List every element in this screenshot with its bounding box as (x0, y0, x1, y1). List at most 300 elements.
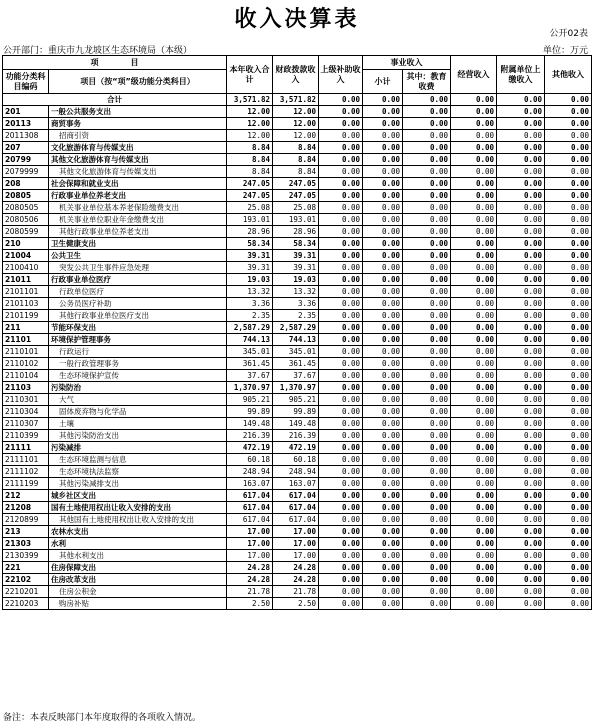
table-row (3, 418, 592, 430)
row-value: 0.00 (403, 322, 451, 334)
row-code: 2210201 (3, 586, 49, 598)
row-code: 2110399 (3, 430, 49, 442)
row-value: 0.00 (545, 598, 592, 610)
row-value: 0.00 (545, 466, 592, 478)
row-value: 0.00 (451, 514, 497, 526)
row-value: 247.05 (227, 190, 273, 202)
row-value: 0.00 (319, 370, 363, 382)
row-value: 0.00 (545, 334, 592, 346)
row-value: 0.00 (545, 142, 592, 154)
row-value: 0.00 (545, 502, 592, 514)
row-value: 0.00 (363, 526, 403, 538)
row-code: 21208 (3, 502, 49, 514)
header-affiliated: 附属单位上缴收入 (497, 56, 545, 94)
row-name: 公务员医疗补助 (49, 298, 227, 310)
row-name: 其他文化旅游体育与传媒支出 (49, 166, 227, 178)
table-row (3, 250, 592, 262)
row-value: 0.00 (497, 514, 545, 526)
row-value: 0.00 (451, 586, 497, 598)
row-value: 0.00 (545, 418, 592, 430)
row-value: 0.00 (319, 442, 363, 454)
row-value: 0.00 (497, 478, 545, 490)
row-value: 905.21 (273, 394, 319, 406)
row-value: 0.00 (363, 250, 403, 262)
row-value: 0.00 (451, 490, 497, 502)
table-row (3, 190, 592, 202)
row-value: 0.00 (545, 382, 592, 394)
row-value: 0.00 (403, 418, 451, 430)
row-name: 行政事业单位医疗 (49, 274, 227, 286)
row-value: 0.00 (545, 586, 592, 598)
row-value: 0.00 (319, 466, 363, 478)
row-name: 行政单位医疗 (49, 286, 227, 298)
table-row (3, 166, 592, 178)
row-code: 201 (3, 106, 49, 118)
row-value: 0.00 (497, 598, 545, 610)
row-code: 21101 (3, 334, 49, 346)
header-business: 事业收入 (363, 56, 451, 70)
row-name: 其他文化旅游体育与传媒支出 (49, 154, 227, 166)
row-value: 0.00 (363, 406, 403, 418)
row-value: 0.00 (363, 262, 403, 274)
row-value: 0.00 (403, 298, 451, 310)
header-total-income: 本年收入合计 (227, 56, 273, 94)
row-value: 149.48 (273, 418, 319, 430)
header-operating: 经营收入 (451, 56, 497, 94)
row-value: 17.00 (273, 550, 319, 562)
row-value: 0.00 (363, 490, 403, 502)
row-value: 0.00 (451, 502, 497, 514)
row-name: 购房补贴 (49, 598, 227, 610)
table-row (3, 370, 592, 382)
row-value: 0.00 (403, 154, 451, 166)
table-row (3, 454, 592, 466)
row-value: 0.00 (319, 298, 363, 310)
header-superior: 上级补助收入 (319, 56, 363, 94)
row-name: 住房公积金 (49, 586, 227, 598)
row-value: 0.00 (451, 538, 497, 550)
row-value: 0.00 (497, 406, 545, 418)
row-value: 0.00 (497, 454, 545, 466)
row-value: 905.21 (227, 394, 273, 406)
row-value: 247.05 (227, 178, 273, 190)
row-value: 0.00 (403, 466, 451, 478)
row-value: 37.67 (273, 370, 319, 382)
row-value: 0.00 (451, 238, 497, 250)
row-value: 12.00 (227, 130, 273, 142)
row-value: 0.00 (319, 262, 363, 274)
row-value: 0.00 (545, 322, 592, 334)
table-row (3, 562, 592, 574)
row-value: 0.00 (451, 178, 497, 190)
row-code: 2080599 (3, 226, 49, 238)
row-code: 2101101 (3, 286, 49, 298)
row-name: 土壤 (49, 418, 227, 430)
row-value: 0.00 (363, 382, 403, 394)
row-value: 19.03 (227, 274, 273, 286)
row-value: 0.00 (451, 106, 497, 118)
row-name: 生态环境监测与信息 (49, 454, 227, 466)
row-value: 0.00 (545, 130, 592, 142)
row-code: 20799 (3, 154, 49, 166)
row-code: 2110104 (3, 370, 49, 382)
row-value: 0.00 (403, 454, 451, 466)
row-name: 国有土地使用权出让收入安排的支出 (49, 502, 227, 514)
row-value: 0.00 (319, 358, 363, 370)
row-name: 生态环境执法监察 (49, 466, 227, 478)
row-value: 0.00 (319, 286, 363, 298)
row-name: 其他水利支出 (49, 550, 227, 562)
row-value: 17.00 (227, 538, 273, 550)
row-value: 0.00 (497, 142, 545, 154)
row-value: 0.00 (319, 226, 363, 238)
row-value: 193.01 (273, 214, 319, 226)
row-value: 0.00 (451, 442, 497, 454)
row-value: 0.00 (545, 358, 592, 370)
row-value: 0.00 (451, 310, 497, 322)
table-row (3, 262, 592, 274)
row-value: 0.00 (451, 478, 497, 490)
row-value: 0.00 (363, 118, 403, 130)
row-value: 0.00 (497, 370, 545, 382)
row-value: 99.89 (227, 406, 273, 418)
row-value: 149.48 (227, 418, 273, 430)
row-code: 20805 (3, 190, 49, 202)
table-row (3, 106, 592, 118)
row-value: 39.31 (227, 262, 273, 274)
row-value: 0.00 (403, 238, 451, 250)
row-value: 0.00 (497, 418, 545, 430)
table-row (3, 274, 592, 286)
row-value: 0.00 (363, 574, 403, 586)
row-value: 21.78 (227, 586, 273, 598)
row-value: 0.00 (319, 538, 363, 550)
row-value: 0.00 (545, 454, 592, 466)
row-value: 0.00 (451, 190, 497, 202)
row-value: 163.07 (273, 478, 319, 490)
row-name: 招商引资 (49, 130, 227, 142)
row-value: 0.00 (319, 142, 363, 154)
row-value: 37.67 (227, 370, 273, 382)
row-value: 24.28 (273, 574, 319, 586)
income-table (2, 55, 592, 610)
row-code: 2011308 (3, 130, 49, 142)
row-value: 0.00 (363, 478, 403, 490)
row-value: 0.00 (497, 502, 545, 514)
row-value: 345.01 (227, 346, 273, 358)
row-value: 0.00 (497, 238, 545, 250)
table-row (3, 406, 592, 418)
row-value: 0.00 (451, 142, 497, 154)
row-value: 0.00 (363, 214, 403, 226)
row-value: 0.00 (497, 562, 545, 574)
row-value: 0.00 (403, 130, 451, 142)
table-row (3, 178, 592, 190)
row-value: 0.00 (545, 550, 592, 562)
row-value: 0.00 (545, 286, 592, 298)
row-value: 0.00 (451, 394, 497, 406)
row-value: 0.00 (497, 334, 545, 346)
row-value: 0.00 (497, 574, 545, 586)
row-value: 12.00 (227, 118, 273, 130)
row-value: 0.00 (319, 478, 363, 490)
row-value: 0.00 (319, 526, 363, 538)
header-fiscal: 财政拨款收入 (273, 56, 319, 94)
row-value: 1,370.97 (227, 382, 273, 394)
table-row (3, 586, 592, 598)
row-code: 20113 (3, 118, 49, 130)
header-business-subtotal: 小计 (363, 70, 403, 94)
row-value: 0.00 (319, 190, 363, 202)
row-value: 0.00 (545, 346, 592, 358)
row-name: 公共卫生 (49, 250, 227, 262)
row-value: 0.00 (451, 286, 497, 298)
row-value: 0.00 (497, 166, 545, 178)
total-cell: 0.00 (319, 94, 363, 106)
row-code: 213 (3, 526, 49, 538)
row-value: 60.18 (273, 454, 319, 466)
row-value: 0.00 (545, 214, 592, 226)
row-name: 文化旅游体育与传媒支出 (49, 142, 227, 154)
row-code: 207 (3, 142, 49, 154)
row-value: 8.84 (273, 154, 319, 166)
row-value: 12.00 (273, 130, 319, 142)
row-value: 0.00 (363, 550, 403, 562)
row-value: 0.00 (545, 370, 592, 382)
row-value: 0.00 (319, 514, 363, 526)
row-value: 0.00 (403, 166, 451, 178)
row-code: 21004 (3, 250, 49, 262)
row-value: 0.00 (497, 262, 545, 274)
row-value: 0.00 (403, 370, 451, 382)
row-value: 0.00 (319, 166, 363, 178)
row-value: 0.00 (319, 418, 363, 430)
row-value: 0.00 (363, 562, 403, 574)
row-value: 0.00 (363, 166, 403, 178)
row-value: 0.00 (497, 466, 545, 478)
row-value: 0.00 (363, 238, 403, 250)
department-label: 公开部门：重庆市九龙坡区生态环境局（本级） (3, 46, 193, 56)
row-value: 0.00 (319, 322, 363, 334)
form-number: 公开02表 (549, 29, 588, 39)
table-row (3, 430, 592, 442)
row-value: 216.39 (273, 430, 319, 442)
row-value: 0.00 (451, 598, 497, 610)
row-name: 机关事业单位职业年金缴费支出 (49, 214, 227, 226)
row-value: 17.00 (273, 526, 319, 538)
row-value: 472.19 (273, 442, 319, 454)
row-value: 0.00 (363, 190, 403, 202)
total-cell: 0.00 (451, 94, 497, 106)
row-value: 3.36 (227, 298, 273, 310)
row-value: 361.45 (227, 358, 273, 370)
row-value: 0.00 (403, 574, 451, 586)
row-value: 12.00 (273, 118, 319, 130)
table-row (3, 118, 592, 130)
row-value: 0.00 (497, 190, 545, 202)
row-value: 0.00 (363, 226, 403, 238)
table-row (3, 478, 592, 490)
row-value: 0.00 (363, 598, 403, 610)
row-value: 0.00 (363, 466, 403, 478)
table-row (3, 130, 592, 142)
row-value: 0.00 (451, 118, 497, 130)
row-value: 0.00 (363, 298, 403, 310)
row-value: 0.00 (403, 346, 451, 358)
table-row (3, 202, 592, 214)
row-value: 0.00 (497, 106, 545, 118)
row-value: 24.28 (227, 574, 273, 586)
row-value: 13.32 (227, 286, 273, 298)
row-value: 0.00 (363, 142, 403, 154)
row-value: 0.00 (363, 454, 403, 466)
row-value: 617.04 (273, 502, 319, 514)
row-value: 0.00 (403, 286, 451, 298)
row-value: 0.00 (363, 418, 403, 430)
row-value: 0.00 (319, 586, 363, 598)
row-value: 0.00 (363, 370, 403, 382)
row-value: 0.00 (545, 490, 592, 502)
row-name: 行政运行 (49, 346, 227, 358)
row-value: 0.00 (451, 166, 497, 178)
row-value: 0.00 (403, 394, 451, 406)
row-value: 0.00 (403, 442, 451, 454)
row-code: 2079999 (3, 166, 49, 178)
row-value: 0.00 (319, 238, 363, 250)
table-row (3, 310, 592, 322)
total-row (3, 94, 592, 106)
row-value: 361.45 (273, 358, 319, 370)
row-value: 0.00 (497, 550, 545, 562)
row-value: 0.00 (403, 106, 451, 118)
row-value: 0.00 (319, 106, 363, 118)
row-value: 0.00 (497, 118, 545, 130)
row-value: 0.00 (363, 130, 403, 142)
row-value: 0.00 (403, 178, 451, 190)
row-name: 住房保障支出 (49, 562, 227, 574)
table-row (3, 286, 592, 298)
table-row (3, 142, 592, 154)
row-name: 其他行政事业单位医疗支出 (49, 310, 227, 322)
row-value: 617.04 (273, 490, 319, 502)
row-value: 58.34 (227, 238, 273, 250)
row-value: 0.00 (363, 286, 403, 298)
row-value: 0.00 (319, 502, 363, 514)
row-name: 固体废弃物与化学品 (49, 406, 227, 418)
row-name: 污染防治 (49, 382, 227, 394)
row-value: 0.00 (403, 490, 451, 502)
row-value: 0.00 (363, 514, 403, 526)
row-value: 0.00 (451, 370, 497, 382)
table-row (3, 394, 592, 406)
row-value: 0.00 (403, 406, 451, 418)
row-name: 污染减排 (49, 442, 227, 454)
row-value: 0.00 (451, 526, 497, 538)
row-value: 0.00 (497, 586, 545, 598)
table-row (3, 490, 592, 502)
row-value: 24.28 (273, 562, 319, 574)
row-value: 0.00 (451, 574, 497, 586)
row-value: 8.84 (227, 166, 273, 178)
row-value: 0.00 (545, 262, 592, 274)
table-row (3, 538, 592, 550)
row-name: 卫生健康支出 (49, 238, 227, 250)
row-value: 0.00 (403, 262, 451, 274)
row-name: 行政事业单位养老支出 (49, 190, 227, 202)
row-value: 39.31 (227, 250, 273, 262)
row-value: 2.35 (227, 310, 273, 322)
row-value: 0.00 (363, 202, 403, 214)
row-name: 商贸事务 (49, 118, 227, 130)
row-value: 0.00 (451, 214, 497, 226)
row-value: 8.84 (273, 166, 319, 178)
row-name: 农林水支出 (49, 526, 227, 538)
row-value: 0.00 (451, 466, 497, 478)
row-value: 2,587.29 (273, 322, 319, 334)
row-value: 0.00 (319, 454, 363, 466)
row-name: 环境保护管理事务 (49, 334, 227, 346)
row-name: 其他污染减排支出 (49, 478, 227, 490)
row-value: 0.00 (319, 430, 363, 442)
row-code: 2101199 (3, 310, 49, 322)
row-value: 0.00 (497, 178, 545, 190)
row-value: 2.35 (273, 310, 319, 322)
row-code: 2111101 (3, 454, 49, 466)
row-value: 0.00 (497, 310, 545, 322)
row-name: 社会保障和就业支出 (49, 178, 227, 190)
row-value: 744.13 (227, 334, 273, 346)
row-value: 0.00 (363, 430, 403, 442)
row-value: 21.78 (273, 586, 319, 598)
row-value: 0.00 (403, 550, 451, 562)
row-value: 0.00 (403, 142, 451, 154)
row-value: 0.00 (497, 298, 545, 310)
row-value: 0.00 (363, 346, 403, 358)
row-name: 住房改革支出 (49, 574, 227, 586)
row-name: 其他行政事业单位养老支出 (49, 226, 227, 238)
row-value: 0.00 (545, 274, 592, 286)
row-value: 0.00 (497, 130, 545, 142)
row-value: 0.00 (403, 562, 451, 574)
row-value: 0.00 (319, 574, 363, 586)
table-row (3, 514, 592, 526)
row-value: 99.89 (273, 406, 319, 418)
unit-label: 单位：万元 (542, 46, 588, 56)
row-code: 21103 (3, 382, 49, 394)
row-value: 0.00 (497, 274, 545, 286)
row-value: 0.00 (319, 178, 363, 190)
row-value: 2.50 (273, 598, 319, 610)
table-row (3, 346, 592, 358)
row-value: 0.00 (403, 190, 451, 202)
row-value: 0.00 (403, 382, 451, 394)
row-value: 0.00 (403, 430, 451, 442)
row-value: 0.00 (319, 118, 363, 130)
row-value: 0.00 (319, 250, 363, 262)
row-value: 247.05 (273, 190, 319, 202)
row-name: 大气 (49, 394, 227, 406)
row-value: 0.00 (545, 202, 592, 214)
total-cell: 0.00 (363, 94, 403, 106)
row-value: 0.00 (319, 214, 363, 226)
row-code: 2110301 (3, 394, 49, 406)
row-value: 39.31 (273, 250, 319, 262)
header-name: 项目（按“项”级功能分类科目） (49, 70, 227, 94)
row-value: 0.00 (451, 154, 497, 166)
row-code: 21303 (3, 538, 49, 550)
total-cell: 3,571.82 (273, 94, 319, 106)
table-row (3, 598, 592, 610)
